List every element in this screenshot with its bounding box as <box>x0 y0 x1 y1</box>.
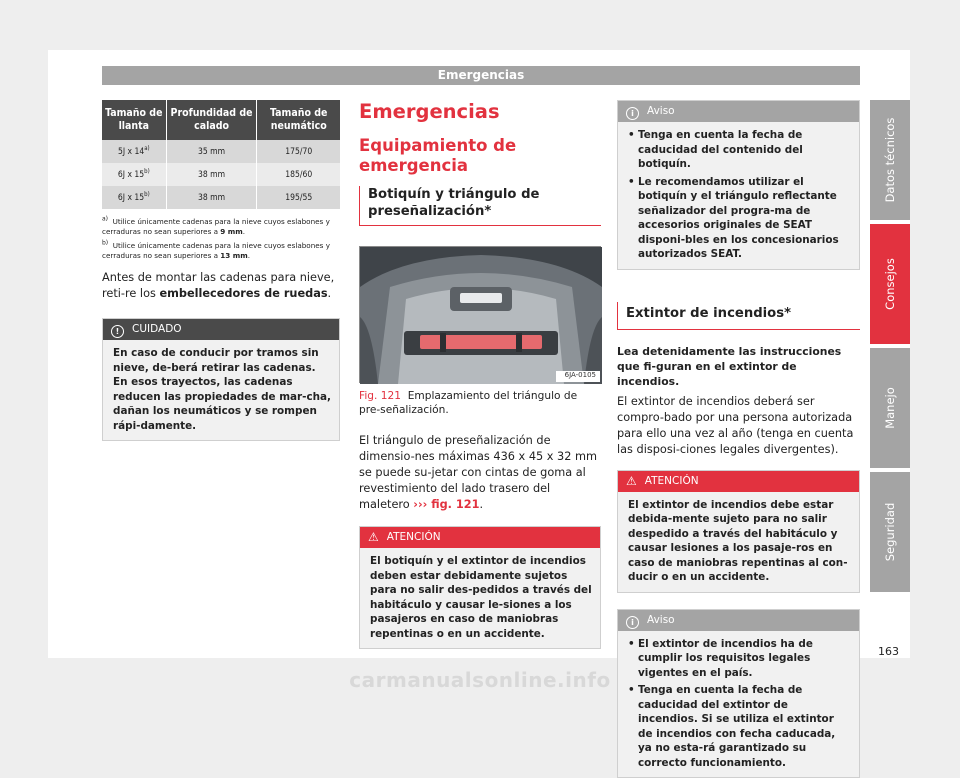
info-icon: i <box>626 616 639 629</box>
table-cell-rim: 6J x 15$^{b)}$ <box>102 163 166 186</box>
warning-text: El extintor de incendios debe estar debida-mente sujeto para no salir despedido a través del habitáculo y causar lesiones a los pasaje-ros en caso de maniobras repentinas al con-ducir o en un accidente. <box>618 492 859 592</box>
watermark: carmanualsonline.info <box>0 668 960 692</box>
note-header: i Aviso <box>618 610 859 631</box>
heading-extinguisher: Extintor de incendios* <box>617 302 860 330</box>
table-row <box>102 140 340 163</box>
caution-box <box>102 318 340 441</box>
note-item: • Tenga en cuenta la fecha de caducidad del contenido del botiquín. <box>628 128 851 172</box>
tab-datos-tecnicos[interactable]: Datos técnicos <box>870 100 910 220</box>
note-item: • Le recomendamos utilizar el botiquín y el triángulo reflectante señalizador del progra-ma de accesorios originales de SEAT disponi-bles en los concesionarios autorizados SEAT. <box>628 175 851 262</box>
caution-text: En caso de conducir por tramos sin nieve, de-berá retirar las cadenas. En esos trayectos, las cadenas reducen las propiedades de mar-cha, dañan los neumáticos y se rompen rápi-damente. <box>103 340 339 440</box>
chains-paragraph: Antes de montar las cadenas para nieve, reti-re los embellecedores de ruedas. <box>102 270 340 302</box>
tire-chain-table <box>102 100 340 209</box>
footnote-a: $^{a)}$ Utilice únicamente cadenas para la nieve cuyos eslabones y cerraduras no sean superiores a 9 mm. <box>102 217 340 237</box>
note-header: i Aviso <box>618 101 859 122</box>
table-cell-tire: 185/60 <box>257 163 340 186</box>
info-icon: i <box>626 107 639 120</box>
exclamation-circle-icon: ! <box>111 325 124 338</box>
figure-reference-link[interactable]: ››› fig. 121 <box>413 498 479 511</box>
table-cell-tire: 195/55 <box>257 186 340 209</box>
table-cell-rim: 6J x 15$^{b)}$ <box>102 186 166 209</box>
page-number: 163 <box>878 645 899 658</box>
table-cell-depth: 38 mm <box>166 163 257 186</box>
table-row <box>102 163 340 186</box>
section-subtitle: Equipamiento de emergencia <box>359 136 601 176</box>
tab-manejo[interactable]: Manejo <box>870 348 910 468</box>
extinguisher-paragraph: El extintor de incendios deberá ser compro-bado por una persona autorizada para ello una vez al año (tenga en cuenta las disposi-ciones legales divergentes). <box>617 394 860 458</box>
figure-caption: Fig. 121 Emplazamiento del triángulo de pre-señalización. <box>359 389 601 417</box>
table-header-tire: Tamaño de neumático <box>257 100 340 140</box>
warning-text: El botiquín y el extintor de incendios deben estar debidamente sujetos para no salir des-pedidos a través del habitáculo y causar le-siones a los pasajeros en caso de maniobras repentinas o en un accidente. <box>360 548 600 648</box>
warning-header: ⚠ ATENCIÓN <box>618 471 859 492</box>
table-cell-rim: 5J x 14$^{a)}$ <box>102 140 166 163</box>
caution-header: ! CUIDADO <box>103 319 339 340</box>
note-box-extinguisher <box>617 609 860 778</box>
trunk-figure <box>359 246 601 383</box>
heading-first-aid: Botiquín y triángulo de preseñalización* <box>359 186 601 226</box>
column-middle <box>359 100 601 649</box>
column-left <box>102 100 340 441</box>
figure-code: 6JA-0105 <box>565 371 596 379</box>
note-body <box>618 122 859 269</box>
warning-box-extinguisher <box>617 470 860 593</box>
extinguisher-intro: Lea detenidamente las instrucciones que fi-guran en el extintor de incendios. <box>617 344 860 389</box>
note-body <box>618 631 859 778</box>
note-item: • Tenga en cuenta la fecha de caducidad del extintor de incendios. Si se utiliza el extintor de incendios con fecha caducada, ya no esta-rá garantizado su correcto funcionamiento. <box>628 683 851 770</box>
warning-triangle-icon: ⚠ <box>368 527 379 548</box>
table-cell-depth: 38 mm <box>166 186 257 209</box>
warning-box-first-aid <box>359 526 601 649</box>
trunk-illustration <box>360 247 602 384</box>
section-title: Emergencias <box>359 100 601 124</box>
note-item: • El extintor de incendios ha de cumplir los requisitos legales vigentes en el país. <box>628 637 851 681</box>
footnote-b: $^{b)}$ Utilice únicamente cadenas para la nieve cuyos eslabones y cerraduras no sean superiores a 13 mm. <box>102 241 340 261</box>
triangle-paragraph: El triángulo de preseñalización de dimensio-nes máximas 436 x 45 x 32 mm se puede su-jetar con cintas de goma al revestimiento del lado trasero del maletero ››› fig. 121. <box>359 433 601 513</box>
tab-seguridad[interactable]: Seguridad <box>870 472 910 592</box>
table-cell-tire: 175/70 <box>257 140 340 163</box>
page-header: Emergencias <box>102 66 860 85</box>
table-row <box>102 186 340 209</box>
warning-header: ⚠ ATENCIÓN <box>360 527 600 548</box>
table-cell-depth: 35 mm <box>166 140 257 163</box>
chapter-tabs <box>870 100 910 592</box>
tab-consejos[interactable]: Consejos <box>870 224 910 344</box>
warning-triangle-icon: ⚠ <box>626 471 637 492</box>
table-header-rim: Tamaño de llanta <box>102 100 166 140</box>
note-box-first-aid <box>617 100 860 270</box>
table-header-depth: Profundidad de calado <box>166 100 257 140</box>
